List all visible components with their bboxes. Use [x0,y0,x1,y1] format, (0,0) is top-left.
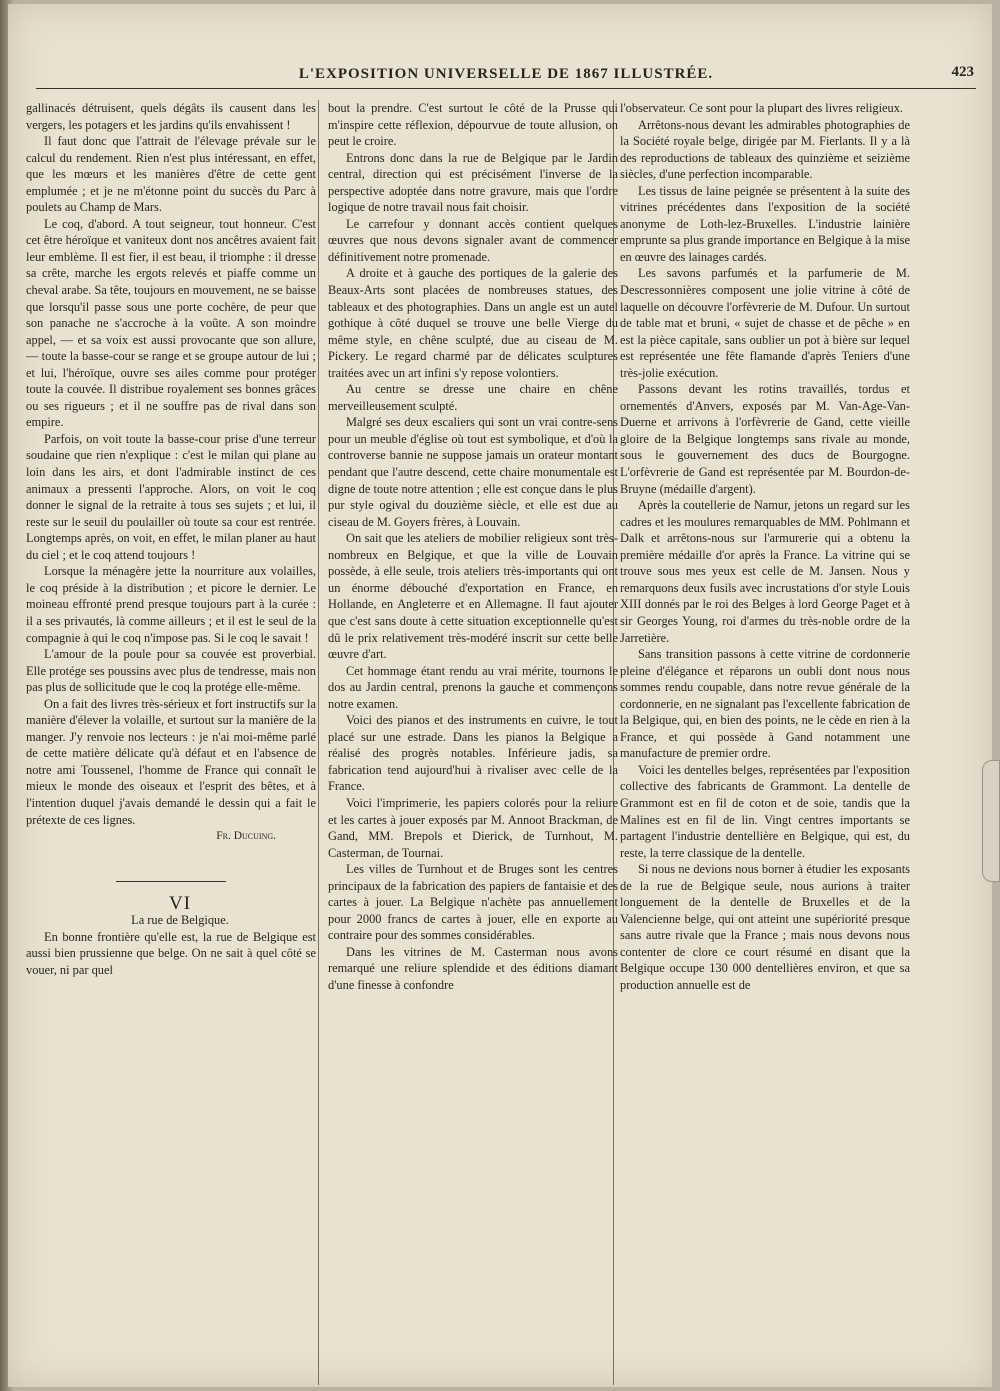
paragraph: En bonne frontière qu'elle est, la rue de Belgique est aussi bien prussienne que belge. On ne sait à quel côté se vouer, ni par quel [26,929,316,977]
paragraph: Les savons parfumés et la parfumerie de M. Descressonnières composent une jolie vitrine à côté de laquelle on découvre l'orfèvrerie de M. Dufour. Un surtout de table mat et bruni, « sujet de chasse et de pêche » en est la pièce capitale, sans oublier un pot à bière sur lequel est représentée une fête flamande d'après Teniers d'une très-jolie exécution. [620,266,910,380]
paragraph: Voici les dentelles belges, représentées par l'exposition collective des fabricants de Grammont. La dentelle de Grammont est en fil de coton et de soie, tandis que la Malines est en fil de lin. Vingt centres importants se partagent l'industrie dentellière en Belgique, qui est, du reste, la terre classique de la dentelle. [620,762,910,860]
paragraph: Parfois, on voit toute la basse-cour prise d'une terreur soudaine que rien n'explique : c'est le milan qui plane au loin dans les airs, et dont l'admirable instinct de ces animaux a pressenti l'approche. Alors, on voit le coq donner le signal de la retraite à tous ses sujets ; et lui, il reste sur le seuil du poulailler où toute sa cour est rentrée. Longtemps après, on voit, en effet, le milan planer au haut du ciel ; et le coq attend toujours ! [26,431,316,562]
paragraph: On sait que les ateliers de mobilier religieux sont très-nombreux en Belgique, et que la ville de Louvain possède, à elle seule, trois ateliers très-importants qui ont un énorme débouché d'exportation en France, en Hollande, en Angleterre et en Allemagne. Il faut ajouter que c'est sans doute à cette situation exceptionnelle qu'est dû le prix relativement très-modéré inscrit sur cette belle œuvre d'art. [328,531,618,662]
author-signature: Fr. Ducuing. [216,830,276,843]
paragraph: Malgré ses deux escaliers qui sont un vrai contre-sens pour un meuble d'église où tout est symbolique, et d'où la controverse bannie ne suppose jamais un orateur montant pendant que l'autre descend, cette chaire monumentale est digne de toute notre attention ; elle est conçue dans le plus pur style ogival du douzième siècle, et elle est due au ciseau de M. Goyers frères, à Louvain. [328,415,618,529]
section-rule [116,881,226,882]
paragraph: Voici des pianos et des instruments en cuivre, le tout placé sur une estrade. Dans les pianos la Belgique a réalisé des progrès notables. Inférieure jadis, sa fabrication tend aujourd'hui à rivaliser avec celle de la France. [328,713,618,794]
paragraph: Entrons donc dans la rue de Belgique par le Jardin central, direction qui est précisément l'inverse de la perspective adoptée dans notre gravure, mais que l'ordre logique de notre travail nous fait choisir. [328,150,618,215]
paragraph: bout la prendre. C'est surtout le côté de la Prusse qui m'inspire cette réflexion, dépourvue de toute allusion, on peut le croire. [328,101,618,149]
paragraph: On a fait des livres très-sérieux et fort instructifs sur la manière d'élever la volaille, et surtout sur la manière de la manger. J'y renvoie nos lecteurs : je n'ai moi-même parlé de cette matière délicate qu'à défaut et en l'absence de notre ami Toussenel, l'homme de France qui connaît le mieux le monde des oiseaux et l'esprit des bêtes, et à l'intention duquel j'avais demandé le dessin qui a fait le prétexte de ces lignes. [26,696,316,827]
paragraph: Arrêtons-nous devant les admirables photographies de la Société royale belge, dirigée par M. Fierlants. Il y a là des reproductions de tableaux des quinzième et seizième siècles, d'une perfection incomparable. [620,117,910,182]
column-rule-1 [318,100,319,1385]
page-header [36,66,976,89]
paragraph: Sans transition passons à cette vitrine de cordonnerie pleine d'élégance et réparons un oubli dont nous nous sommes rendu coupable, dans notre revue générale de la cordonnerie, en ne signalant pas l'excellente fabrication de la Belgique, qui, en bien des points, ne le cède en rien à la France, et qui possède à Gand notamment une manufacture de premier ordre. [620,647,910,761]
paragraph: gallinacés détruisent, quels dégâts ils causent dans les vergers, les potagers et les jardins qu'ils envahissent ! [26,101,316,132]
paragraph: A droite et à gauche des portiques de la galerie des Beaux-Arts sont placées de nombreuses statues, des tableaux et des photographies. Dans un angle est un autel gothique à côté duquel se trouve une belle Vierge du même style, en chêne sculpté, due au ciseau de M. Pickery. Le regard charmé par de délicates sculptures traitées avec un art infini s'y repose volontiers. [328,266,618,380]
paragraph: Passons devant les rotins travaillés, tordus et ornementés d'Anvers, exposés par M. Van-Age-Van-Duerne et arrivons à l'orfèvrerie de Gand, cette vieille gloire de la Belgique longtemps sans rivale au monde, sous le gouvernement des ducs de Bourgogne. L'orfèvrerie de Gand est représentée par M. Bourdon-de-Bruyne (médaille d'argent). [620,382,910,496]
paragraph: Voici l'imprimerie, les papiers colorés pour la reliure et les cartes à jouer exposés par M. Annoot Brackman, de Gand, MM. Brepols et Dierick, de Turnhout, M. Casterman, de Tournai. [328,795,618,860]
running-title: L'EXPOSITION UNIVERSELLE DE 1867 ILLUSTRÉE. [298,66,714,82]
column-3 [620,100,910,1380]
paragraph: Le coq, d'abord. A tout seigneur, tout honneur. C'est cet être héroïque et vaniteux dont nos ancêtres avaient fait leur emblème. Il est fier, il est beau, il triomphe : il dresse sa crête, marche les ergots relevés et piaffe comme un cheval arabe. Sa tête, toujours en mouvement, ne se baisse que lorsqu'il passe sous une porte cochère, de peur que son panache ne s'accroche à la voûte. A son moindre appel, — et sa voix est aussi provocante que son allure, — toute la basse-cour se range et se groupe autour de lui ; et lui, l'héroïque, ouvre ses ailes comme pour protéger toute la couvée. Il distribue royalement ses bonnes grâces ou ses rigueurs ; et il ne souffre pas de rival dans son empire. [26,216,316,430]
paragraph: l'observateur. Ce sont pour la plupart des livres religieux. [620,101,904,115]
column-2 [328,100,618,1380]
paragraph: Lorsque la ménagère jette la nourriture aux volailles, le coq préside à la distribution ; et picore le dernier. Le moineau effronté prend presque toujours part à la curée : il a ses privautés, là comme ailleurs ; et il est le seul de la compagnie à qui le coq n'impose pas. Si le coq le savait ! [26,564,316,645]
paragraph: Après la coutellerie de Namur, jetons un regard sur les cadres et les moulures remarquables de MM. Pohlmann et Dalk et arrêtons-nous sur l'armurerie qui a obtenu la première médaille d'or après la France. La vitrine qui se trouve sous mes yeux est celle de M. Jansen. Nous y remarquons deux fusils avec incrustations d'or style Louis XIII donnés par le roi des Belges à lord George Paget et à sir Georges Young, roi d'armes du très-noble ordre de la Jarretière. [620,498,910,645]
paragraph: Le carrefour y donnant accès contient quelques œuvres que nous devons signaler avant de commencer définitivement notre promenade. [328,216,618,264]
paragraph: Au centre se dresse une chaire en chêne merveilleusement sculpté. [328,382,618,413]
paragraph: L'amour de la poule pour sa couvée est proverbial. Elle protége ses poussins avec plus de tendresse, mais non pas plus de sollicitude que le coq la protége elle-même. [26,647,316,695]
section-number: VI [168,892,192,914]
paragraph: Si nous ne devions nous borner à étudier les exposants de la rue de Belgique seule, nous aurions à traiter longuement de la dentelle de Bruxelles et de la Valencienne belge, qui ont atteint une supériorité presque sans autre rivale que la France ; mais nous devons nous contenter de clore ce court résumé en disant que la Belgique occupe 130 000 dentellières environ, et que sa production annuelle est de [620,862,910,992]
paragraph: Dans les vitrines de M. Casterman nous avons remarqué une reliure splendide et des éditions diamant d'une finesse à confondre [328,944,618,992]
paragraph: Cet hommage étant rendu au vrai mérite, tournons le dos au Jardin central, prenons la gauche et commençons notre examen. [328,663,618,711]
column-1 [26,100,316,1380]
paragraph: Les tissus de laine peignée se présentent à la suite des vitrines précédentes dans l'exposition de la société anonyme de Loth-lez-Bruxelles. L'industrie lainière emprunte sa plus grande importance en Belgique à la mise en œuvre des lainages cardés. [620,183,910,264]
paragraph: Les villes de Turnhout et de Bruges sont les centres principaux de la fabrication des papiers de fantaisie et des cartes à jouer. La Belgique n'achète pas annuellement pour 2000 francs de cartes à jouer, elle en exporte au contraire pour des sommes considérables. [328,862,618,943]
page-edge-tab [982,760,1000,882]
section-title: La rue de Belgique. [131,913,229,928]
page-number: 423 [951,64,974,80]
paragraph: Il faut donc que l'attrait de l'élevage prévale sur le calcul du rendement. Rien n'est plus intéressant, en effet, que les mœurs et les manières d'être de cette gent emplumée ; et je ne m'étonne point du succès du Parc à poulets au Champ de Mars. [26,134,316,215]
